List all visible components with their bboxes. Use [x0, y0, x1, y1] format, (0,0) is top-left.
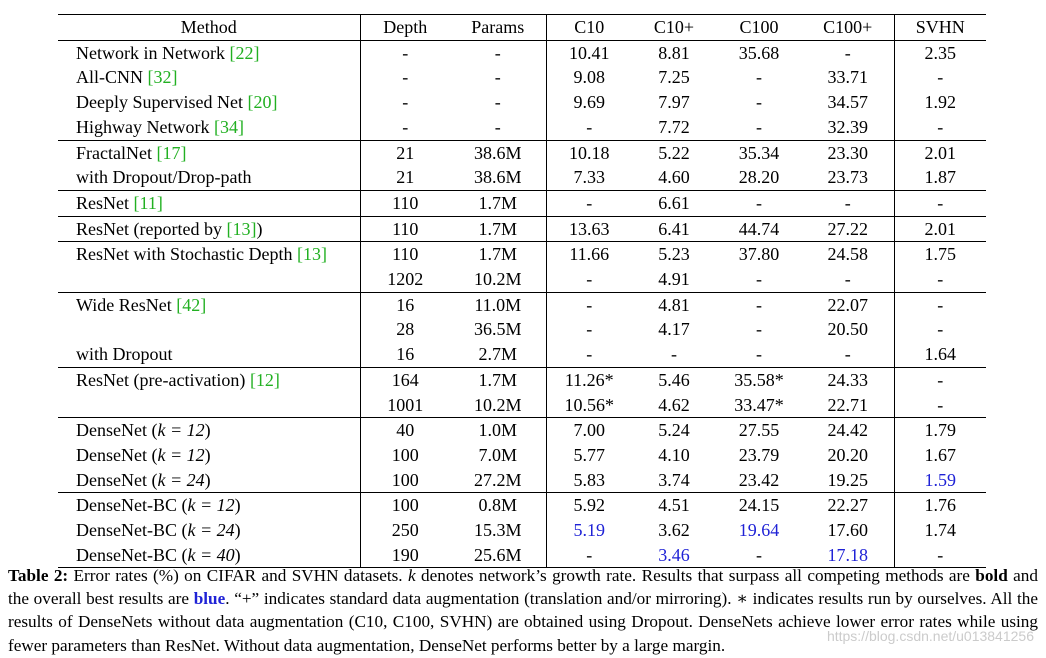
- cell-c10-plus: -: [671, 344, 677, 365]
- cell-method: [58, 165, 360, 190]
- cell-c100: 24.15: [716, 493, 802, 518]
- cell-c100-plus: 23.30: [802, 140, 894, 165]
- cell-method: [58, 443, 360, 468]
- cell-params: 10.2M: [473, 269, 522, 290]
- cell-depth: 40: [360, 418, 450, 443]
- cell-c10: 11.26*: [546, 367, 632, 392]
- table-row: [58, 90, 986, 115]
- cell-svhn: -: [894, 190, 986, 216]
- cell-method: [58, 367, 360, 392]
- method-suffix: ): [234, 544, 241, 565]
- cell-c100: -: [716, 190, 802, 216]
- cell-c10: -: [546, 115, 632, 140]
- method-name: ResNet with Stochastic Depth: [76, 244, 297, 265]
- cell-method: [58, 115, 360, 140]
- method-name: ResNet (pre-activation): [76, 369, 250, 390]
- cell-c10: -: [546, 267, 632, 292]
- cell-depth: 21: [360, 165, 450, 190]
- cell-depth: 16: [360, 292, 450, 317]
- method-suffix: ): [256, 218, 263, 239]
- citation-link[interactable]: [17]: [156, 142, 187, 163]
- table-row: [58, 518, 986, 543]
- cell-c10: 9.08: [546, 65, 632, 90]
- cell-params: 1.7M: [450, 367, 546, 392]
- cell-svhn: 1.67: [894, 443, 986, 468]
- cell-params: 1.7M: [450, 190, 546, 216]
- cell-c10-plus: 5.22: [632, 140, 716, 165]
- cell-params: 36.5M: [473, 319, 522, 340]
- cell-c10-plus: 4.10: [658, 444, 690, 465]
- cell-svhn: -: [894, 65, 986, 90]
- cell-c100: -: [756, 344, 762, 365]
- citation-link[interactable]: [42]: [176, 294, 207, 315]
- cell-c10-plus: 3.74: [658, 469, 690, 490]
- cell-svhn: 1.87: [894, 165, 986, 190]
- header-svhn: SVHN: [894, 15, 986, 41]
- cell-c100: -: [756, 92, 762, 113]
- cell-depth: 16: [360, 342, 450, 367]
- table-row: [58, 418, 986, 443]
- header-c10: C10: [546, 15, 632, 41]
- table-row: [58, 115, 986, 140]
- cell-c10-plus: 5.24: [632, 418, 716, 443]
- cell-svhn: -: [894, 267, 986, 292]
- table-row: [58, 292, 986, 317]
- cell-c10: 5.77: [546, 443, 632, 468]
- header-params: Params: [471, 17, 525, 37]
- cell-c10: 7.33: [546, 165, 632, 190]
- caption-star: ∗: [736, 589, 748, 609]
- cell-c10-plus: 4.17: [658, 319, 690, 340]
- cell-depth: 1202: [360, 267, 450, 292]
- table-header-row: [58, 15, 986, 41]
- table-row: [58, 40, 986, 65]
- cell-c100-plus: 17.60: [827, 520, 868, 541]
- cell-svhn: -: [894, 292, 986, 317]
- cell-svhn: 1.92: [894, 90, 986, 115]
- cell-c100-plus: 20.20: [827, 444, 868, 465]
- cell-method: [58, 216, 360, 242]
- cell-depth: 110: [360, 242, 450, 267]
- method-suffix: ): [204, 420, 211, 441]
- method-suffix: ): [204, 469, 211, 490]
- caption-text-4: . “+” indicates standard data augmentation (translation and/or mirroring).: [225, 589, 737, 609]
- header-c100-plus: C100+: [823, 17, 873, 37]
- table-row: [58, 493, 986, 518]
- cell-params: 2.7M: [478, 344, 517, 365]
- cell-c10: 13.63: [546, 216, 632, 242]
- cell-c100-plus: 32.39: [827, 116, 868, 137]
- cell-c100: 35.58*: [716, 367, 802, 392]
- cell-method: [58, 65, 360, 90]
- cell-c100: -: [716, 292, 802, 317]
- cell-c100: 23.79: [738, 444, 780, 465]
- citation-link[interactable]: [32]: [147, 67, 178, 88]
- cell-svhn: 1.79: [894, 418, 986, 443]
- cell-svhn: 1.74: [894, 518, 986, 543]
- growth-rate-expr: k = 12: [187, 495, 235, 516]
- cell-svhn: 1.76: [894, 493, 986, 518]
- cell-params: 25.6M: [473, 544, 522, 565]
- cell-depth: 1001: [360, 393, 450, 418]
- cell-c100: 33.47*: [734, 394, 784, 415]
- cell-c100: -: [756, 269, 762, 290]
- method-name: DenseNet-BC (: [76, 544, 188, 565]
- cell-svhn: -: [894, 367, 986, 392]
- table-row: [58, 468, 986, 493]
- cell-method: [58, 140, 360, 165]
- method-name: Deeply Supervised Net: [76, 92, 248, 113]
- cell-c100: 35.68: [738, 42, 780, 63]
- table-row: [58, 367, 986, 392]
- cell-params: -: [494, 92, 501, 113]
- header-depth: Depth: [360, 15, 450, 41]
- table-row: [58, 267, 986, 292]
- table-row: [58, 393, 986, 418]
- cell-svhn: -: [894, 317, 986, 342]
- cell-svhn: -: [894, 393, 986, 418]
- cell-params: 1.0M: [450, 418, 546, 443]
- cell-method: [58, 468, 360, 493]
- cell-c10: -: [546, 342, 632, 367]
- cell-c100-plus: 24.42: [802, 418, 894, 443]
- cell-c10-plus: 6.61: [632, 190, 716, 216]
- cell-c100-plus: 22.27: [802, 493, 894, 518]
- growth-rate-expr: k = 12: [157, 420, 205, 441]
- method-name: DenseNet (: [76, 444, 158, 465]
- cell-c10-plus: 3.46: [658, 544, 690, 565]
- caption-text-1: Error rates (%) on CIFAR and SVHN datasets.: [68, 566, 408, 585]
- cell-depth: 110: [360, 190, 450, 216]
- cell-c10: 11.66: [546, 242, 632, 267]
- method-name: DenseNet-BC (: [76, 520, 188, 541]
- header-method: Method: [180, 17, 237, 37]
- table-row: [58, 317, 986, 342]
- cell-svhn: 2.35: [894, 40, 986, 65]
- cell-c100-plus: 33.71: [827, 67, 868, 88]
- cell-c100: 28.20: [738, 167, 780, 188]
- cell-method: [58, 242, 360, 267]
- cell-c100: 37.80: [716, 242, 802, 267]
- growth-rate-expr: k = 40: [187, 544, 235, 565]
- cell-params: 15.3M: [473, 520, 522, 541]
- cell-c100-plus: -: [802, 190, 894, 216]
- cell-method: [58, 292, 360, 317]
- cell-c100-plus: 22.71: [827, 394, 868, 415]
- cell-c100: -: [756, 319, 762, 340]
- cell-params: 0.8M: [450, 493, 546, 518]
- caption-text-3: and the overall best results are: [8, 566, 1038, 609]
- method-name: Highway Network: [76, 116, 214, 137]
- cell-depth: -: [360, 90, 450, 115]
- caption-blue-word: blue: [193, 589, 226, 609]
- cell-params: -: [494, 116, 501, 137]
- method-name: ResNet: [76, 192, 134, 213]
- cell-c10-plus: 7.72: [658, 116, 690, 137]
- cell-params: 1.7M: [450, 216, 546, 242]
- cell-params: 38.6M: [473, 167, 522, 188]
- cell-params: -: [494, 67, 501, 88]
- method-name: with Dropout/Drop-path: [76, 167, 252, 188]
- cell-svhn: -: [894, 115, 986, 140]
- table-row: [58, 190, 986, 216]
- cell-method: [58, 518, 360, 543]
- cell-method: [58, 393, 360, 418]
- results-table: [58, 14, 986, 568]
- method-name: DenseNet-BC (: [76, 495, 188, 516]
- citation-link[interactable]: [22]: [229, 42, 260, 63]
- method-name: DenseNet (: [76, 420, 158, 441]
- method-name: All-CNN: [76, 67, 148, 88]
- cell-c100-plus: 24.58: [802, 242, 894, 267]
- cell-depth: -: [360, 115, 450, 140]
- cell-c10: 7.00: [546, 418, 632, 443]
- cell-depth: -: [360, 40, 450, 65]
- citation-link[interactable]: [11]: [133, 192, 163, 213]
- cell-c10-plus: 5.23: [632, 242, 716, 267]
- method-suffix: ): [234, 520, 241, 541]
- method-name: ResNet (reported by: [76, 218, 227, 239]
- caption-text-2: denotes network’s growth rate. Results that surpass all competing methods are: [415, 566, 976, 585]
- table-row: [58, 65, 986, 90]
- cell-svhn: 1.64: [894, 342, 986, 367]
- cell-c100-plus: 27.22: [802, 216, 894, 242]
- cell-c10-plus: 4.81: [632, 292, 716, 317]
- cell-depth: 28: [360, 317, 450, 342]
- cell-c10-plus: 4.60: [658, 167, 690, 188]
- cell-c10: 5.92: [546, 493, 632, 518]
- cell-params: 10.2M: [473, 394, 522, 415]
- citation-link[interactable]: [13]: [226, 218, 257, 239]
- cell-depth: -: [360, 65, 450, 90]
- results-table-container: [58, 14, 986, 568]
- cell-c100: 27.55: [716, 418, 802, 443]
- cell-depth: 21: [360, 140, 450, 165]
- header-c10-plus: C10+: [653, 17, 695, 37]
- cell-c10: -: [546, 190, 632, 216]
- caption-bold-word: bold: [975, 566, 1008, 585]
- watermark: https://blog.csdn.net/u013841256: [826, 628, 1034, 644]
- table-row: [58, 342, 986, 367]
- cell-svhn: 1.59: [894, 468, 986, 493]
- cell-c100-plus: 22.07: [802, 292, 894, 317]
- cell-depth: 100: [360, 493, 450, 518]
- citation-link[interactable]: [34]: [213, 116, 244, 137]
- growth-rate-expr: k = 12: [157, 444, 205, 465]
- cell-c100-plus: 20.50: [827, 319, 868, 340]
- cell-c100-plus: 23.73: [827, 167, 868, 188]
- cell-method: [58, 267, 360, 292]
- cell-depth: 100: [360, 443, 450, 468]
- cell-svhn: 2.01: [894, 216, 986, 242]
- cell-depth: 110: [360, 216, 450, 242]
- cell-params: -: [494, 42, 501, 63]
- cell-method: [58, 418, 360, 443]
- method-name: Wide ResNet: [76, 294, 177, 315]
- cell-c100: 19.64: [738, 520, 780, 541]
- cell-c10: -: [546, 292, 632, 317]
- citation-link[interactable]: [12]: [249, 369, 280, 390]
- cell-c10: -: [546, 543, 632, 568]
- table-row: [58, 242, 986, 267]
- header-c100: C100: [739, 17, 779, 37]
- cell-depth: 190: [360, 543, 450, 568]
- table-row: [58, 165, 986, 190]
- citation-link[interactable]: [20]: [247, 92, 278, 113]
- cell-c100: -: [756, 67, 762, 88]
- table-body: [58, 40, 986, 568]
- cell-svhn: -: [894, 543, 986, 568]
- cell-c10-plus: 6.41: [632, 216, 716, 242]
- cell-c10: 9.69: [546, 90, 632, 115]
- cell-svhn: 1.75: [894, 242, 986, 267]
- caption-k: k: [407, 566, 416, 585]
- cell-c100-plus: -: [844, 42, 851, 63]
- cell-c10: 10.41: [546, 40, 632, 65]
- cell-params: 38.6M: [450, 140, 546, 165]
- method-name: with Dropout: [76, 344, 173, 365]
- cell-c10-plus: 4.62: [658, 394, 690, 415]
- caption-text-5: indicates results run by ourselves. All the results of DenseNets without data augmentation (C10, C100, SVHN) are obtained using Dropout. DenseNets achieve lower error rates while using fewer parameters than ResNet. Without data augmentation, DenseNet performs better by a large margin.: [8, 589, 1038, 655]
- cell-c100-plus: -: [844, 344, 851, 365]
- cell-c10-plus: 7.97: [658, 92, 690, 113]
- cell-params: 27.2M: [473, 469, 522, 490]
- growth-rate-expr: k = 24: [157, 469, 205, 490]
- table-row: [58, 216, 986, 242]
- method-name: DenseNet (: [76, 469, 158, 490]
- citation-link[interactable]: [13]: [296, 244, 327, 265]
- table-row: [58, 443, 986, 468]
- cell-c100: 35.34: [716, 140, 802, 165]
- cell-depth: 100: [360, 468, 450, 493]
- cell-c100-plus: -: [844, 269, 851, 290]
- cell-c100: 23.42: [738, 469, 780, 490]
- growth-rate-expr: k = 24: [187, 520, 235, 541]
- cell-method: [58, 190, 360, 216]
- cell-c10-plus: 3.62: [658, 520, 690, 541]
- cell-method: [58, 317, 360, 342]
- cell-c10-plus: 8.81: [658, 42, 690, 63]
- cell-c10: -: [546, 317, 632, 342]
- cell-method: [58, 342, 360, 367]
- cell-c10-plus: 5.46: [632, 367, 716, 392]
- cell-c10: 10.56*: [546, 393, 632, 418]
- cell-c100: -: [756, 116, 762, 137]
- cell-c100: -: [756, 544, 762, 565]
- cell-c100-plus: 34.57: [827, 92, 868, 113]
- cell-params: 11.0M: [450, 292, 546, 317]
- method-name: FractalNet: [76, 142, 157, 163]
- method-suffix: ): [234, 495, 241, 516]
- cell-c10-plus: 4.51: [632, 493, 716, 518]
- cell-params: 7.0M: [478, 444, 517, 465]
- cell-c100: 44.74: [716, 216, 802, 242]
- cell-method: [58, 90, 360, 115]
- cell-svhn: 2.01: [894, 140, 986, 165]
- cell-depth: 250: [360, 518, 450, 543]
- cell-c10-plus: 4.91: [658, 269, 690, 290]
- method-suffix: ): [204, 444, 211, 465]
- table-row: [58, 140, 986, 165]
- cell-method: [58, 40, 360, 65]
- cell-method: [58, 493, 360, 518]
- method-name: Network in Network: [76, 42, 230, 63]
- cell-c100-plus: 17.18: [827, 544, 868, 565]
- cell-c100-plus: 24.33: [802, 367, 894, 392]
- cell-c100-plus: 19.25: [827, 469, 868, 490]
- caption-label: Table 2:: [8, 566, 69, 585]
- cell-c10: 10.18: [546, 140, 632, 165]
- cell-depth: 164: [360, 367, 450, 392]
- cell-c10: 5.83: [546, 468, 632, 493]
- cell-c10-plus: 7.25: [658, 67, 690, 88]
- cell-c10: 5.19: [546, 518, 632, 543]
- cell-params: 1.7M: [450, 242, 546, 267]
